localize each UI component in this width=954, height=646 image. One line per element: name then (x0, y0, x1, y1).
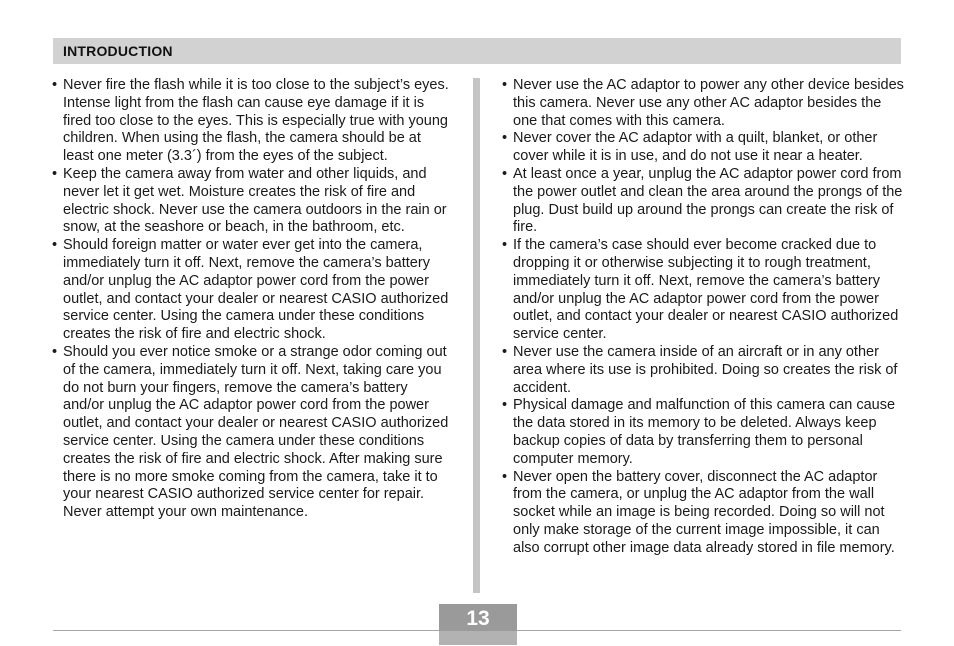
bullet-item: • Never cover the AC adaptor with a quilt, blanket, or other cover while it is in use, and do not use it near a heater. (502, 130, 904, 166)
bullet-item: • Never use the AC adaptor to power any other device besides this camera. Never use any other AC adaptor besides the one that comes with this camera. (502, 77, 904, 130)
section-title: INTRODUCTION (63, 43, 173, 59)
left-column (52, 77, 452, 522)
bullet-item: • Never open the battery cover, disconnect the AC adaptor from the camera, or unplug the AC adaptor from the wall socket while an image is being recorded. Doing so will not only make storage of the current image impossible, it can also corrupt other image data already stored in file memory. (502, 469, 904, 558)
section-header-bar (53, 38, 901, 64)
bullet-item: • Keep the camera away from water and other liquids, and never let it get wet. Moisture creates the risk of fire and electric shock. Never use the camera outdoors in the rain or snow, at the seashore or beach, in the bathroom, etc. (52, 166, 452, 237)
bullet-item: • At least once a year, unplug the AC adaptor power cord from the power outlet and clean the area around the prongs of the plug. Dust build up around the prongs can create the risk of fire. (502, 166, 904, 237)
right-column (502, 77, 904, 558)
bullet-item: • Physical damage and malfunction of this camera can cause the data stored in its memory to be deleted. Always keep backup copies of data by transferring them to personal computer memory. (502, 397, 904, 468)
page-number: 13 (466, 607, 490, 630)
bullet-item: • Should you ever notice smoke or a strange odor coming out of the camera, immediately turn it off. Next, taking care you do not burn your fingers, remove the camera’s battery and/or unplug the AC adaptor power cord from the power outlet, and contact your dealer or nearest CASIO authorized service center. Using the camera under these conditions creates the risk of fire and electric shock. After making sure there is no more smoke coming from the camera, take it to your nearest CASIO authorized service center for repair. Never attempt your own maintenance. (52, 344, 452, 522)
bullet-item: • Never use the camera inside of an aircraft or in any other area where its use is prohibited. Doing so creates the risk of accident. (502, 344, 904, 397)
page-badge-band (439, 631, 517, 645)
bullet-item: • Should foreign matter or water ever get into the camera, immediately turn it off. Next, remove the camera’s battery and/or unplug the AC adaptor power cord from the power outlet, and contact your dealer or nearest CASIO authorized service center. Using the camera under these conditions creates the risk of fire and electric shock. (52, 237, 452, 344)
bullet-item: • Never fire the flash while it is too close to the subject’s eyes. Intense light from the flash can cause eye damage if it is fired too close to the eyes. This is especially true with young children. When using the flash, the camera should be at least one meter (3.3´) from the eyes of the subject. (52, 77, 452, 166)
page-number-badge (439, 604, 517, 645)
bullet-item: • If the camera’s case should ever become cracked due to dropping it or otherwise subjecting it to rough treatment, immediately turn it off. Next, remove the camera’s battery and/or unplug the AC adaptor power cord from the power outlet, and contact your dealer or nearest CASIO authorized service center. (502, 237, 904, 344)
column-divider (473, 78, 480, 593)
